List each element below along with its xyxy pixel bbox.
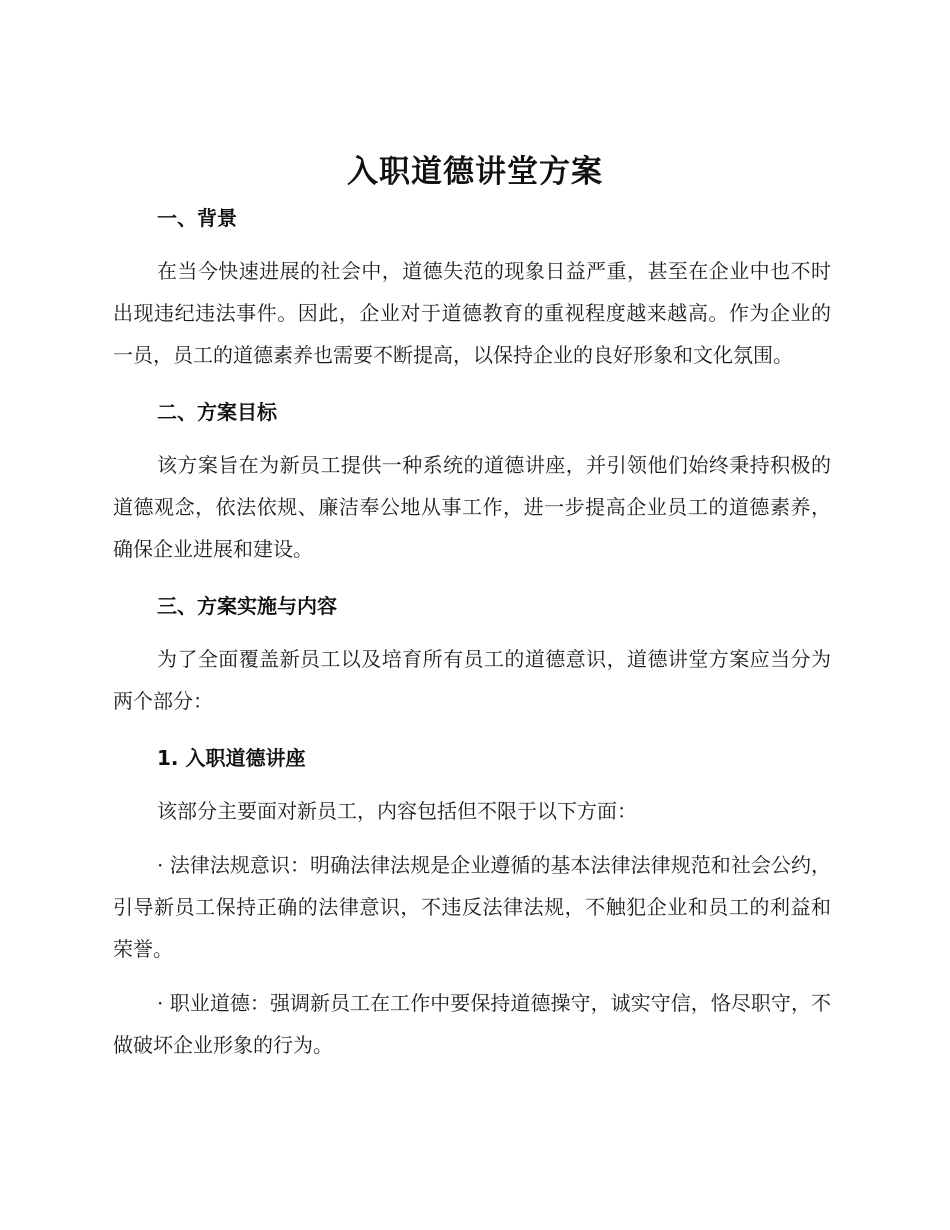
section-heading-background: 一、背景 (157, 206, 237, 230)
section-text-goal: 该方案旨在为新员工提供一种系统的道德讲座，并引领他们始终秉持积极的道德观念，依法依规、廉洁奉公地从事工作，进一步提高企业员工的道德素养，确保企业进展和建设。 (113, 453, 831, 561)
document-title: 入职道德讲堂方案 (347, 154, 603, 190)
section-text-background: 在当今快速进展的社会中，道德失范的现象日益严重，甚至在企业中也不时出现违纪违法事件。因此，企业对于道德教育的重视程度越来越高。作为企业的一员，员工的道德素养也需要不断提高，以保持企业的良好形象和文化氛围。 (113, 259, 831, 367)
list-item-law-awareness: · 法律法规意识：明确法律法规是企业遵循的基本法律法律规范和社会公约，引导新员工保持正确的法律意识，不违反法律法规，不触犯企业和员工的利益和荣誉。 (113, 853, 831, 961)
section-text-implementation: 为了全面覆盖新员工以及培育所有员工的道德意识，道德讲堂方案应当分为两个部分： (113, 647, 831, 713)
section-heading-lecture: 1. 入职道德讲座 (157, 746, 306, 770)
section-heading-goal: 二、方案目标 (157, 400, 277, 424)
list-item-professional-ethics: · 职业道德：强调新员工在工作中要保持道德操守，诚实守信，恪尽职守，不做破坏企业形象的行为。 (113, 991, 831, 1057)
document-body (113, 198, 831, 1066)
section-text-lecture-intro: 该部分主要面对新员工，内容包括但不限于以下方面： (157, 799, 637, 823)
section-heading-implementation: 三、方案实施与内容 (157, 594, 337, 618)
